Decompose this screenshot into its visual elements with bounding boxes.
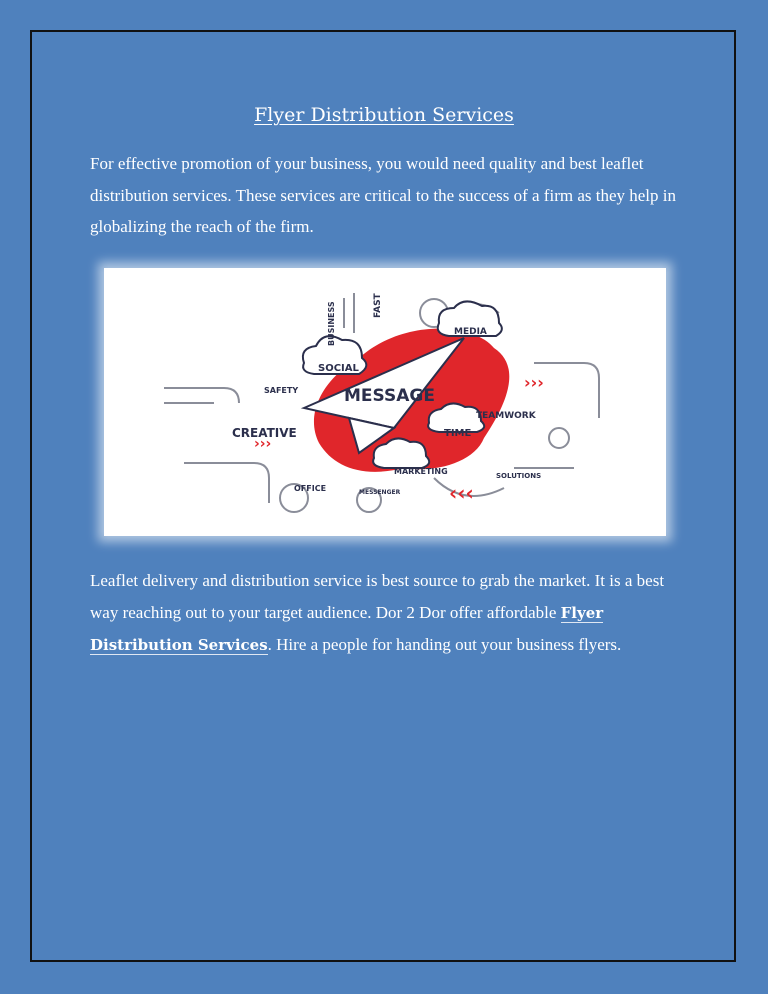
intro-paragraph: For effective promotion of your business, you would need quality and best leaflet distribution services. These services are critical to the success of a firm as they help in globalizing the reach of the firm.: [90, 154, 676, 236]
word-social: SOCIAL: [318, 363, 359, 374]
word-marketing: MARKETING: [394, 467, 448, 476]
word-solutions: SOLUTIONS: [496, 472, 542, 480]
word-fast: FAST: [373, 293, 383, 318]
word-creative: CREATIVE: [232, 426, 297, 440]
word-time: TIME: [444, 428, 472, 439]
marketing-illustration: [104, 268, 666, 536]
page-title: Flyer Distribution Services: [254, 104, 514, 126]
body-text-after-link: . Hire a people for handing out your business flyers.: [267, 635, 622, 654]
svg-text:›››: ›››: [524, 373, 544, 392]
body-paragraph: [90, 565, 680, 662]
word-safety: SAFETY: [264, 386, 299, 395]
svg-text:›››: ›››: [254, 436, 272, 452]
word-teamwork: TEAMWORK: [476, 411, 536, 421]
word-office: OFFICE: [294, 484, 327, 493]
word-media: MEDIA: [454, 327, 487, 337]
message-plane-graphic: [104, 268, 666, 536]
word-messenger: MESSENGER: [359, 489, 401, 496]
flyer-distribution-link[interactable]: Flyer Distribution Services: [90, 603, 604, 654]
word-business: BUSINESS: [327, 301, 336, 346]
word-message: MESSAGE: [344, 386, 435, 406]
body-text-before-link: Leaflet delivery and distribution service is best source to grab the market. It is a best way reaching out to your target audience. Dor 2 Dor offer affordable: [90, 571, 665, 622]
svg-text:‹‹‹: ‹‹‹: [449, 481, 474, 505]
